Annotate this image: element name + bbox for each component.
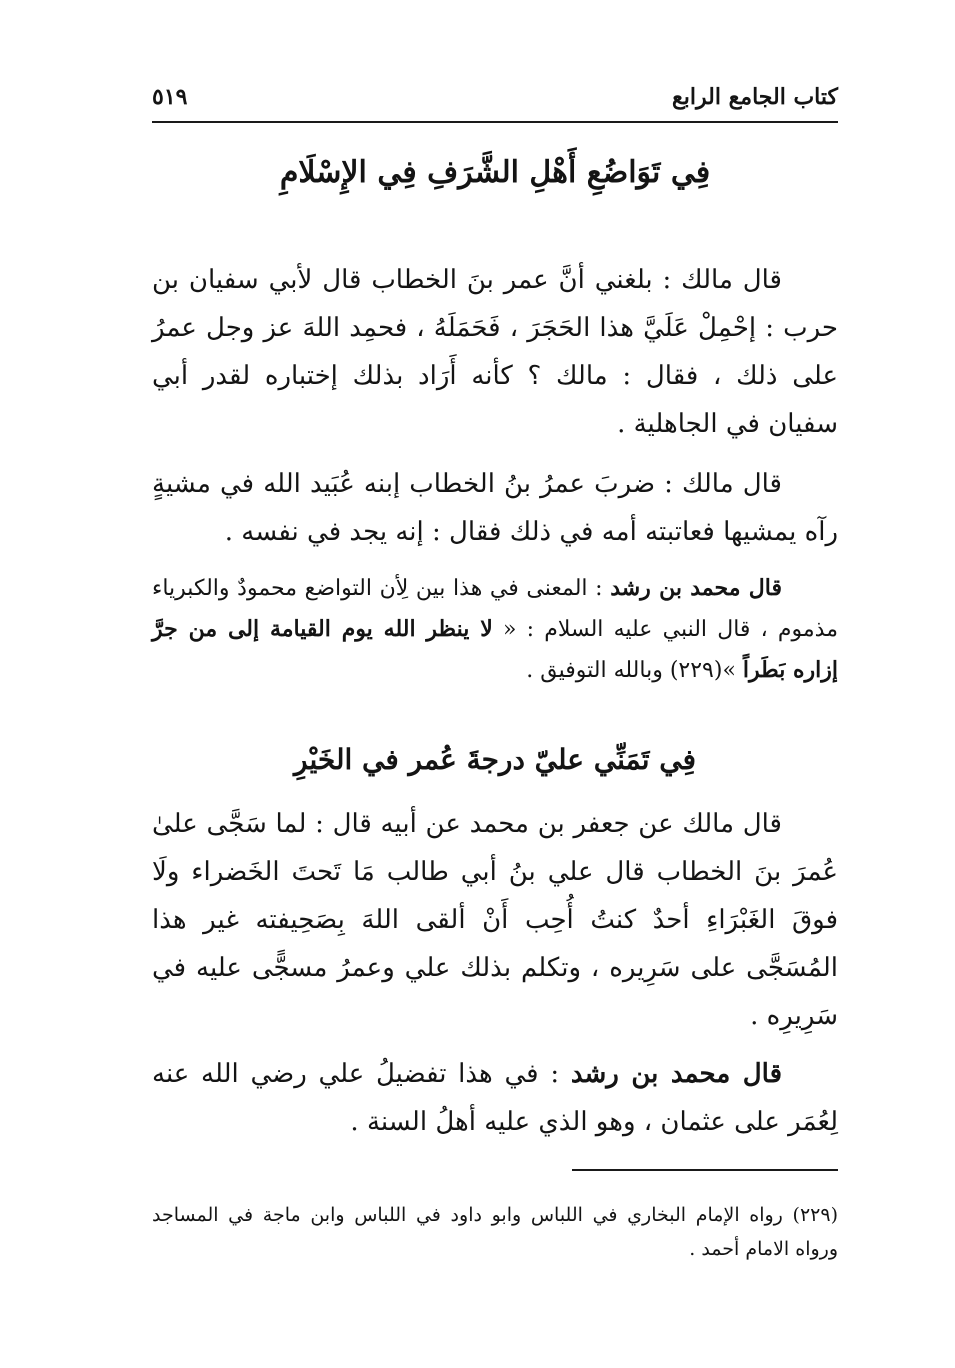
footnote-divider <box>572 1169 838 1171</box>
paragraph-ibn-rushd-commentary-2 <box>152 1050 838 1146</box>
commentary-text: : في هذا تفضيلُ علي رضي الله عنه لِعُمَر على عثمان ، وهو الذي عليه أهلُ السنة . <box>152 1059 838 1137</box>
commentary-closing: وبالله التوفيق . <box>526 658 670 683</box>
paragraph-text: قال مالك : ضربَ عمرُ بنُ الخطاب إبنه عُبَيد الله في مشيةٍ رآه يمشيها فعاتبته أمه في ذلك فقال : إنه يجد في نفسه . <box>152 469 838 547</box>
paragraph-text: قال مالك عن جعفر بن محمد عن أبيه قال : لما سَجَّى علىٰ عُمرَ بنَ الخطاب قال علي بنُ أبي طالب مَا تَحتَ الخَضراء ولَا فوقَ الغَبْرَاءِ أحدٌ كنتُ أُحِب أَنْ ألقى اللهَ بِصَحِيفته غير هذا المُسَجَّى على سَرِيره ، وتكلم بذلك علي وعمرُ مسجًّى عليه في سَرِيرِه . <box>152 809 838 1031</box>
paragraph-jafar-narration <box>152 800 838 1040</box>
section-heading-humility: فِي تَوَاضُعِ أَهْلِ الشَّرَفِ فِي الإِسْلَامِ <box>279 155 711 190</box>
section-heading-ali-wish: فِي تَمَنِّي عليّ درجةَ عُمر في الخَيْرِ <box>294 743 696 776</box>
footnote-229: (٢٢٩) رواه الإمام البخاري في اللباس وابو داود في اللباس وابن ماجة في المساجد ورواه الامام أحمد . <box>152 1204 838 1260</box>
paragraph-text: قال مالك : بلغني أنَّ عمر بنَ الخطاب قال لأبي سفيان بن حرب : إحْمِلْ عَلَيَّ هذا الحَجَرَ ، فَحَمَلَهُ ، فحمِد اللهَ عز وجل عمرُ على ذلك ، فقال : مالك ؟ كأنه أَرَاد بذلك إختباره لقدر أبي سفيان في الجاهلية . <box>152 265 838 439</box>
paragraph-malik-abu-sufyan <box>152 256 838 448</box>
running-header <box>152 84 838 118</box>
speaker-label: قال محمد بن رشد <box>570 1059 782 1089</box>
page-number: ٥١٩ <box>152 84 188 110</box>
header-divider <box>152 121 838 123</box>
commentary-text: : المعنى في هذا بين لِأن التواضع محمودٌ والكبرياء مذموم ، قال النبي عليه السلام : « <box>152 576 839 642</box>
speaker-label: قال محمد بن رشد <box>610 575 782 601</box>
book-title: كتاب الجامع الرابع <box>672 84 838 110</box>
paragraph-ibn-rushd-commentary-1 <box>152 568 838 691</box>
paragraph-malik-ubaydullah <box>152 460 838 556</box>
footnote-reference: »(٢٢٩) <box>669 658 743 683</box>
hadith-quote: لا ينظر الله يوم القيامة إلى من جرَّ إزاره بَطَراً <box>152 616 838 683</box>
